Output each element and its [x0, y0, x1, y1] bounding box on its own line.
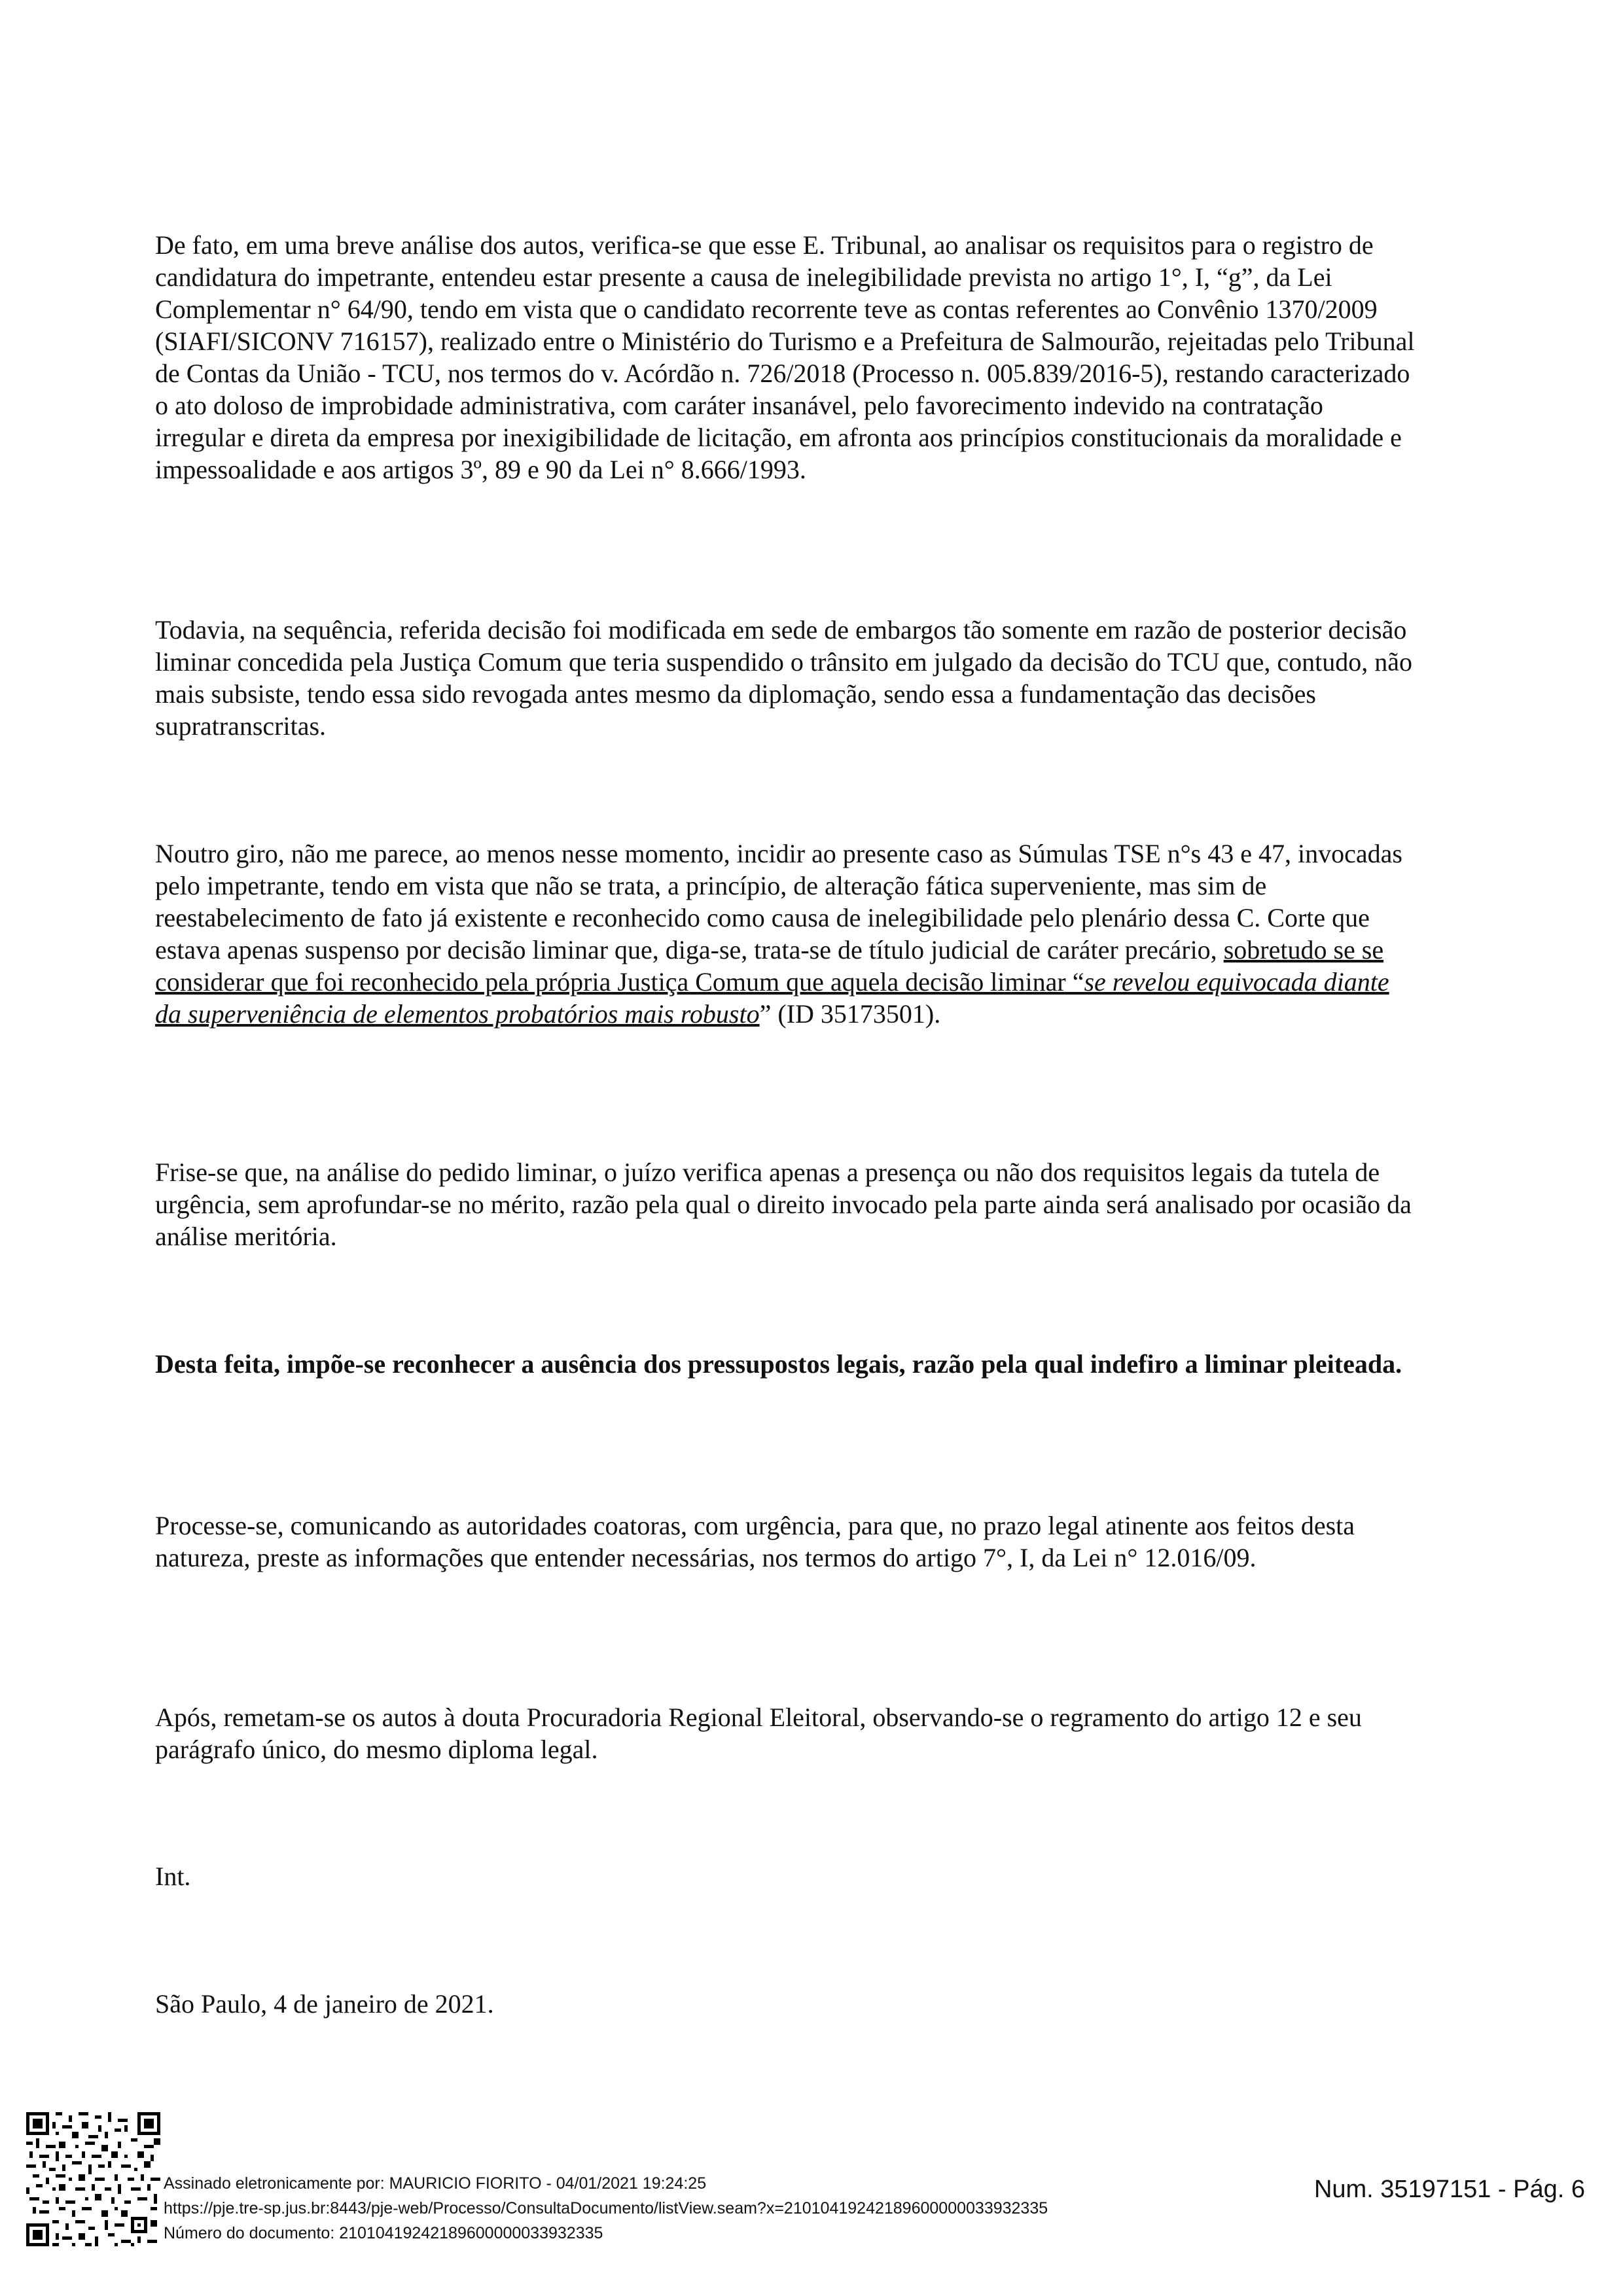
paragraph-decisao: Desta feita, impõe-se reconhecer a ausência dos pressupostos legais, razão pela qual indefiro a liminar pleiteada. — [155, 1349, 1402, 1379]
document-number: Número do documento: 21010419242189600000033932335 — [164, 2224, 603, 2242]
paragraph-frise-se: Frise-se que, na análise do pedido liminar, o juízo verifica apenas a presença ou não dos requisitos legais da tutela de urgência, sem aprofundar-se no mérito, razão pela qual o direito invocado pela parte ainda será analisado por ocasião da análise meritória. — [155, 1157, 1412, 1251]
paragraph-processe-se: Processe-se, comunicando as autoridades coatoras, com urgência, para que, no prazo legal atinente aos feitos desta natureza, preste as informações que entender necessárias, nos termos do artigo 7°, I, da Lei n° 12.016/09. — [155, 1511, 1355, 1572]
qr-code-icon — [26, 2112, 160, 2246]
paragraph-todavia: Todavia, na sequência, referida decisão foi modificada em sede de embargos tão somente em razão de posterior decisão liminar concedida pela Justiça Comum que teria suspendido o trânsito em julgado da decisão do TCU que, contudo, não mais subsiste, tendo essa sido revogada antes mesmo da diplomação, sendo essa a fundamentação das decisões supratranscritas. — [155, 615, 1413, 741]
page-number: Num. 35197151 - Pág. 6 — [1313, 2176, 1585, 2203]
document-url-link[interactable]: https://pje.tre-sp.jus.br:8443/pje-web/Processo/ConsultaDocumento/listView.seam?x=21010419242189600000033932335 — [164, 2199, 1048, 2217]
paragraph-apos: Após, remetam-se os autos à douta Procuradoria Regional Eleitoral, observando-se o regramento do artigo 12 e seu parágrafo único, do mesmo diploma legal. — [155, 1703, 1362, 1764]
paragraph-int: Int. — [155, 1862, 191, 1891]
quote-reference: ” (ID 35173501). — [759, 999, 941, 1029]
signature-line: Assinado eletronicamente por: MAURICIO FIORITO - 04/01/2021 19:24:25 — [164, 2174, 707, 2193]
italic-quote: se revelou equivocada diante da superveniência de elementos probatórios mais robusto — [155, 967, 1389, 1029]
paragraph-fatos: De fato, em uma breve análise dos autos, verifica-se que esse E. Tribunal, ao analisar os requisitos para o registro de candidatura do impetrante, entendeu estar presente a causa de inelegibilidade prevista no artigo 1°, I, “g”, da Lei Complementar n° 64/90, tendo em vista que o candidato recorrente teve as contas referentes ao Convênio 1370/2009 (SIAFI/SICONV 716157), realizado entre o Ministério do Turismo e a Prefeitura de Salmourão, rejeitadas pelo Tribunal de Contas da União - TCU, nos termos do v. Acórdão n. 726/2018 (Processo n. 005.839/2016-5), restando caracterizado o ato doloso de improbidade administrativa, com caráter insanável, pelo favorecimento indevido na contratação irregular e direta da empresa por inexigibilidade de licitação, em afronta aos princípios constitucionais da moralidade e impessoalidade e aos artigos 3º, 89 e 90 da Lei n° 8.666/1993. — [155, 230, 1415, 484]
closing-date: São Paulo, 4 de janeiro de 2021. — [155, 1989, 494, 2019]
underlined-quote-lead: sobretudo se se considerar que foi reconhecido pela própria Justiça Comum que aquela decisão liminar “ — [155, 935, 1384, 997]
paragraph-noutro-giro — [155, 838, 1418, 1030]
paragraph-noutro-giro-text: Noutro giro, não me parece, ao menos nesse momento, incidir ao presente caso as Súmulas TSE n°s 43 e 47, invocadas pelo impetrante, tendo em vista que não se trata, a princípio, de alteração fática superveniente, mas sim de reestabelecimento de fato já existente e reconhecido como causa de inelegibilidade pelo plenário dessa C. Corte que estava apenas suspenso por decisão liminar que, diga-se, trata-se de título judicial de caráter precário, — [155, 839, 1402, 964]
